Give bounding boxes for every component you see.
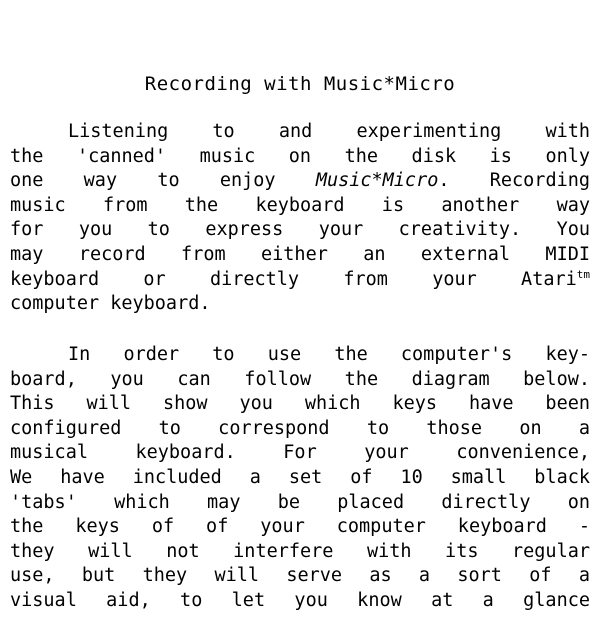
text-line: use, but they will serve as a sort of a (10, 565, 590, 587)
text-line (10, 169, 590, 194)
product-name-italic: Music*Micro (315, 170, 439, 192)
text-line (10, 268, 590, 293)
text-line: board, you can follow the diagram below. (10, 368, 590, 390)
text-line: We have included a set of 10 small black (10, 466, 590, 488)
text-line: the keys of of your computer keyboard - (10, 516, 590, 538)
paragraph-computer-keyboard (10, 343, 590, 614)
text-line: they will not interfere with its regular (10, 540, 590, 562)
text-fragment: keyboard or directly from your Atari (10, 268, 577, 290)
text-line: music from the keyboard is another way (10, 194, 590, 216)
text-line: 'tabs' which may be placed directly on (10, 491, 590, 513)
text-line: In order to use the computer's key- (68, 344, 590, 365)
text-line: musical keyboard. For your convenience, (10, 442, 590, 464)
text-line: visual aid, to let you know at a glance (10, 589, 590, 611)
text-line: Listening to and experimenting with (68, 121, 590, 142)
trademark-superscript: tm (576, 267, 590, 281)
text-line: the 'canned' music on the disk is only (10, 145, 590, 167)
text-line: computer keyboard. (10, 293, 211, 315)
text-fragment: one way to enjoy (10, 170, 276, 192)
text-line: This will show you which keys have been (10, 393, 590, 415)
text-line: may record from either an external MIDI (10, 243, 590, 265)
text-fragment: . Recording (438, 170, 590, 192)
text-line: for you to express your creativity. You (10, 219, 590, 241)
paragraph-recording-intro (10, 120, 590, 317)
page-title: Recording with Music*Micro (144, 73, 456, 95)
text-line: configured to correspond to those on a (10, 417, 590, 439)
